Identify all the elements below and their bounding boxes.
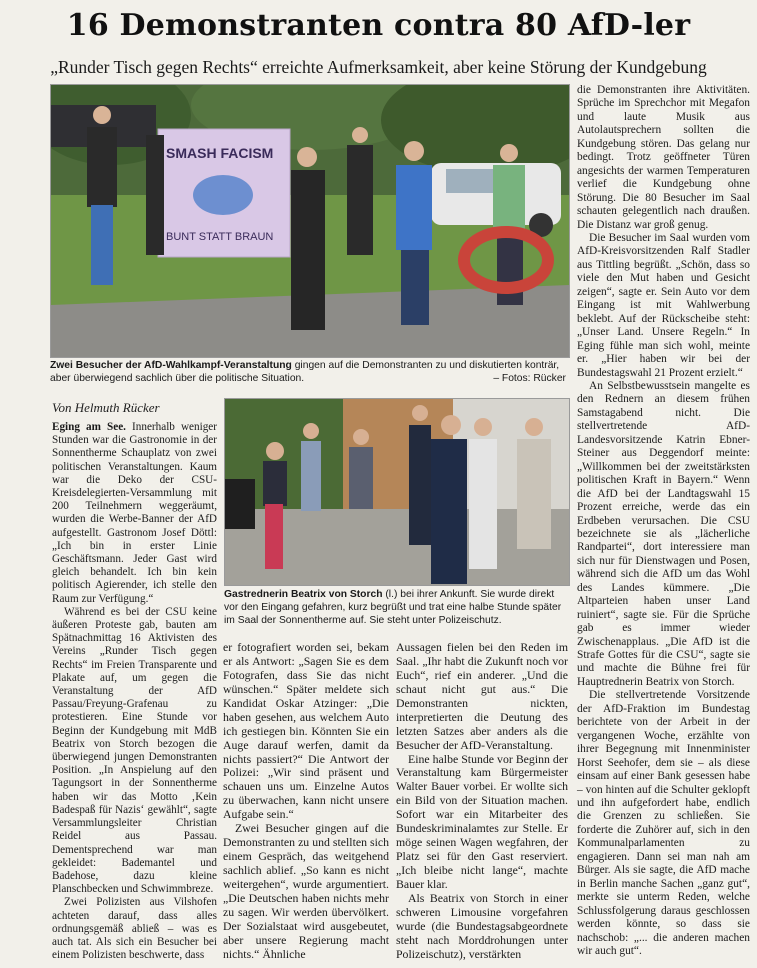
article-paragraph: Während es bei der CSU keine äußeren Proteste gab, bauten am Spätnachmittag 16 Aktivisten des Vereins „Runder Tisch gegen Rechts“ im Freien Transparente und Plakate auf, um gegen die Veranstaltung der AfD Passau/Freyung-Grafenau zu protestieren. Eine Stunde vor Beginn der Kundgebung mit MdB Beatrix von Storch bezogen die überwiegend jungen Demonstranten Position. „In Anspielung auf den Tagungsort in der Sonnentherme haben wir das Motto ‚Kein Badespaß für Nazis‘ gewählt“, sagte Versammlungsleiter Christian Reidel aus Passau. Dementsprechend war man gekleidet: Bademantel und Badehose, dazu kleine Planschbecken und Schwimmbreze. — [52, 605, 217, 896]
article-paragraph: Eine halbe Stunde vor Beginn der Veranstaltung kam Bürgermeister Walter Bauer vorbei. Er wollte sich ein Bild von der Situation machen. Sofort war ein Mitarbeiter des Bundeskriminalamtes zur Stelle. Er möge seinen Wagen wegfahren, der Platz sei für den Gast reserviert. „Ich bleibe nicht lange“, machte Bauer klar. — [396, 751, 568, 891]
photo2-caption-bold: Gastrednerin Beatrix von Storch — [224, 589, 383, 600]
article-column-4 — [577, 84, 750, 958]
article-paragraph: An Selbstbewusstsein mangelte es den Rednern an diesem frühen Samstagabend nicht. Die stellvertretende AfD-Landesvorsitzende Katrin Ebner-Steiner aus Deggendorf meinte: „Willkommen bei der zweitstärksten politischen Kraft in Bayern.“ Wenn die AfD bei der Landtagswahl 15 Prozent erreiche, werde das ein Erdbeben verursachen. Die CSU bezeichnete sie als „lächerliche Randpartei“, dort interessiere man sich nur für Dienstwagen und Posen, während sich die AfD um das Wohl des Landes kümmere. „Die Altparteien haben unser Land ruiniert“, sagte sie. Für die Sprüche gab es immer wieder Zwischenapplaus. „Die AfD ist die Strafe Gottes für die CSU“, sagte sie und machte die Bühne frei für Hauptrednerin Beatrix von Storch. — [577, 379, 750, 688]
headline: 16 Demonstranten contra 80 AfD-ler — [66, 8, 691, 43]
article-paragraph: Die Besucher im Saal wurden vom AfD-Kreisvorsitzenden Ralf Stadler aus Tittling begrüßt. „Schön, dass so viele den Mut haben und Gesicht zeigen“, sagte er. Sein Auto vor dem Eingang ist mit Wahlwerbung beklebt. Auf der Rückscheibe steht: „Unser Land. Unsere Regeln.“ In Eging fühle man sich wohl, meinte er. „Hier haben wir bei der Bundestagswahl 21 Prozent erzielt.“ — [577, 231, 750, 379]
subheadline: „Runder Tisch gegen Rechts“ erreichte Aufmerksamkeit, aber keine Störung der Kundgebung — [50, 57, 707, 77]
banner-line-1: SMASH FACISM — [166, 145, 274, 161]
article-paragraph: Als Beatrix von Storch in einer schweren Limousine vorgefahren wurde (die Bundestagsabgeordnete steht nach Morddrohungen unter Polizeischutz), verstärkten — [396, 890, 568, 961]
article-paragraph: Zwei Besucher gingen auf die Demonstranten zu und stellten sich einem Gespräch, das weitgehend sachlich ablief. „So kann es nicht weitergehen“, wurde argumentiert. „Die Deutschen haben nichts mehr zu sagen. Wir werden übervölkert. Der Sozialstaat wird ausgebeutet, aber unsere Regierung macht nichts.“ Ähnliche — [223, 821, 389, 961]
byline: Von Helmuth Rücker — [52, 400, 160, 415]
photo1-caption — [50, 359, 570, 385]
article-paragraph: Aussagen fielen bei den Reden im Saal. „Ihr habt die Zukunft noch vor Euch“, rief ein anderer. „Und die schaut nicht gut aus.“ Die Demonstranten nickten, interpretierten die Deutung des letzten Satzes aber anders als die Besucher der AfD-Veranstaltung. — [396, 640, 568, 752]
photo2-caption — [224, 588, 570, 627]
banner-text — [166, 145, 286, 243]
demonstration-photo — [50, 84, 570, 358]
photo1-caption-text: gingen auf die Demonstranten zu und diskutierten konträr, aber überwiegend sachlich über die politische Situation. — [50, 360, 560, 384]
article-column-3 — [396, 641, 568, 962]
article-paragraph: er fotografiert worden sei, bekam er als Antwort: „Sagen Sie es dem Fotografen, dass Sie das nicht wünschen.“ Später meldete sich Kandidat Oskar Atzinger: „Die haben gesehen, aus welchem Auto ich gestiegen bin. Könnten Sie ein Auge darauf werfen, damit da nichts passiert?“ Die Antwort der Polizei: „Wir sind präsent und schauen uns um. Einzelne Autos zu überwachen, kann nicht unsere Aufgabe sein.“ — [223, 640, 389, 822]
photo-credit: – Fotos: Rücker — [493, 373, 566, 384]
arrival-photo-illustration — [225, 399, 569, 585]
article-column-1 — [52, 421, 217, 962]
banner-line-2: BUNT STATT BRAUN — [166, 231, 274, 243]
article-paragraph: Zwei Polizisten aus Vilshofen achteten darauf, dass alles ordnungsgemäß abließ – was es auch tat. Als sich ein Besucher bei einem Polizisten beschwerte, dass — [52, 896, 217, 962]
arrival-photo — [224, 398, 570, 586]
article-paragraph: die Demonstranten ihre Aktivitäten. Sprüche im Sprechchor mit Megafon und laute Musik aus Autolautsprechern sollten die Kundgebung stören. Das gelang nur bedingt. Trotz geöffneter Türen angesichts der warmen Temperaturen verlief die Kundgebung ohne Störung. Die 80 Besucher im Saal schauten gelegentlich nach draußen. Die Distanz war groß genug. — [577, 84, 750, 231]
article-paragraph: Eging am See. Innerhalb weniger Stunden war die Gastronomie in der Sonnentherme Schauplatz von zwei politischen Veranstaltungen. Kaum war die Deko der CSU-Kreisdelegierten-Versammlung mit 200 Teilnehmern weggeräumt, wurden die Werbe-Banner der AfD aufgestellt. Gastronom Josef Döttl: „Ich bin in erster Linie Geschäftsmann. Jeder Gast wird gleich behandelt. Ich bin kein politisch Agierender, ich stelle den Raum zur Verfügung.“ — [52, 421, 217, 605]
article-paragraph: Die stellvertretende Vorsitzende der AfD-Fraktion im Bundestag berichtete von der Arbeit in der vergangenen Woche, erzählte von ihrer Begegnung mit Innenminister Horst Seehofer, dem sie – als diese einsam auf einer Bank gesessen habe – von hinten auf die Schulter geklopft und ihn aufgefordert habe, endlich die Grenzen zu schließen. Sie forderte die Zuhörer auf, sich in den Kommunalparlamenten zu engagieren. Dann sei man nah am Bürger. Als sie sagte, die AfD mache in Berlin manche Sachen „ganz gut“, merkte sie unterm Reden, welche Schlussfolgerung daraus geschlossen werden könnte, so dass sie nachschob: „... die anderen machen wir auch gut“. — [577, 689, 750, 957]
article-column-2 — [223, 641, 389, 962]
dateline: Eging am See. — [52, 421, 126, 433]
demonstration-photo-illustration — [51, 85, 569, 357]
photo2-caption-text: (l.) bei ihrer Ankunft. Sie wurde direkt vor den Eingang gefahren, kurz begrüßt und trat eine halbe Stunde später im Saal der Sonnentherme auf. Sie steht unter Polizeischutz. — [224, 589, 562, 626]
photo1-caption-bold: Zwei Besucher der AfD-Wahlkampf-Veranstaltung — [50, 360, 292, 371]
